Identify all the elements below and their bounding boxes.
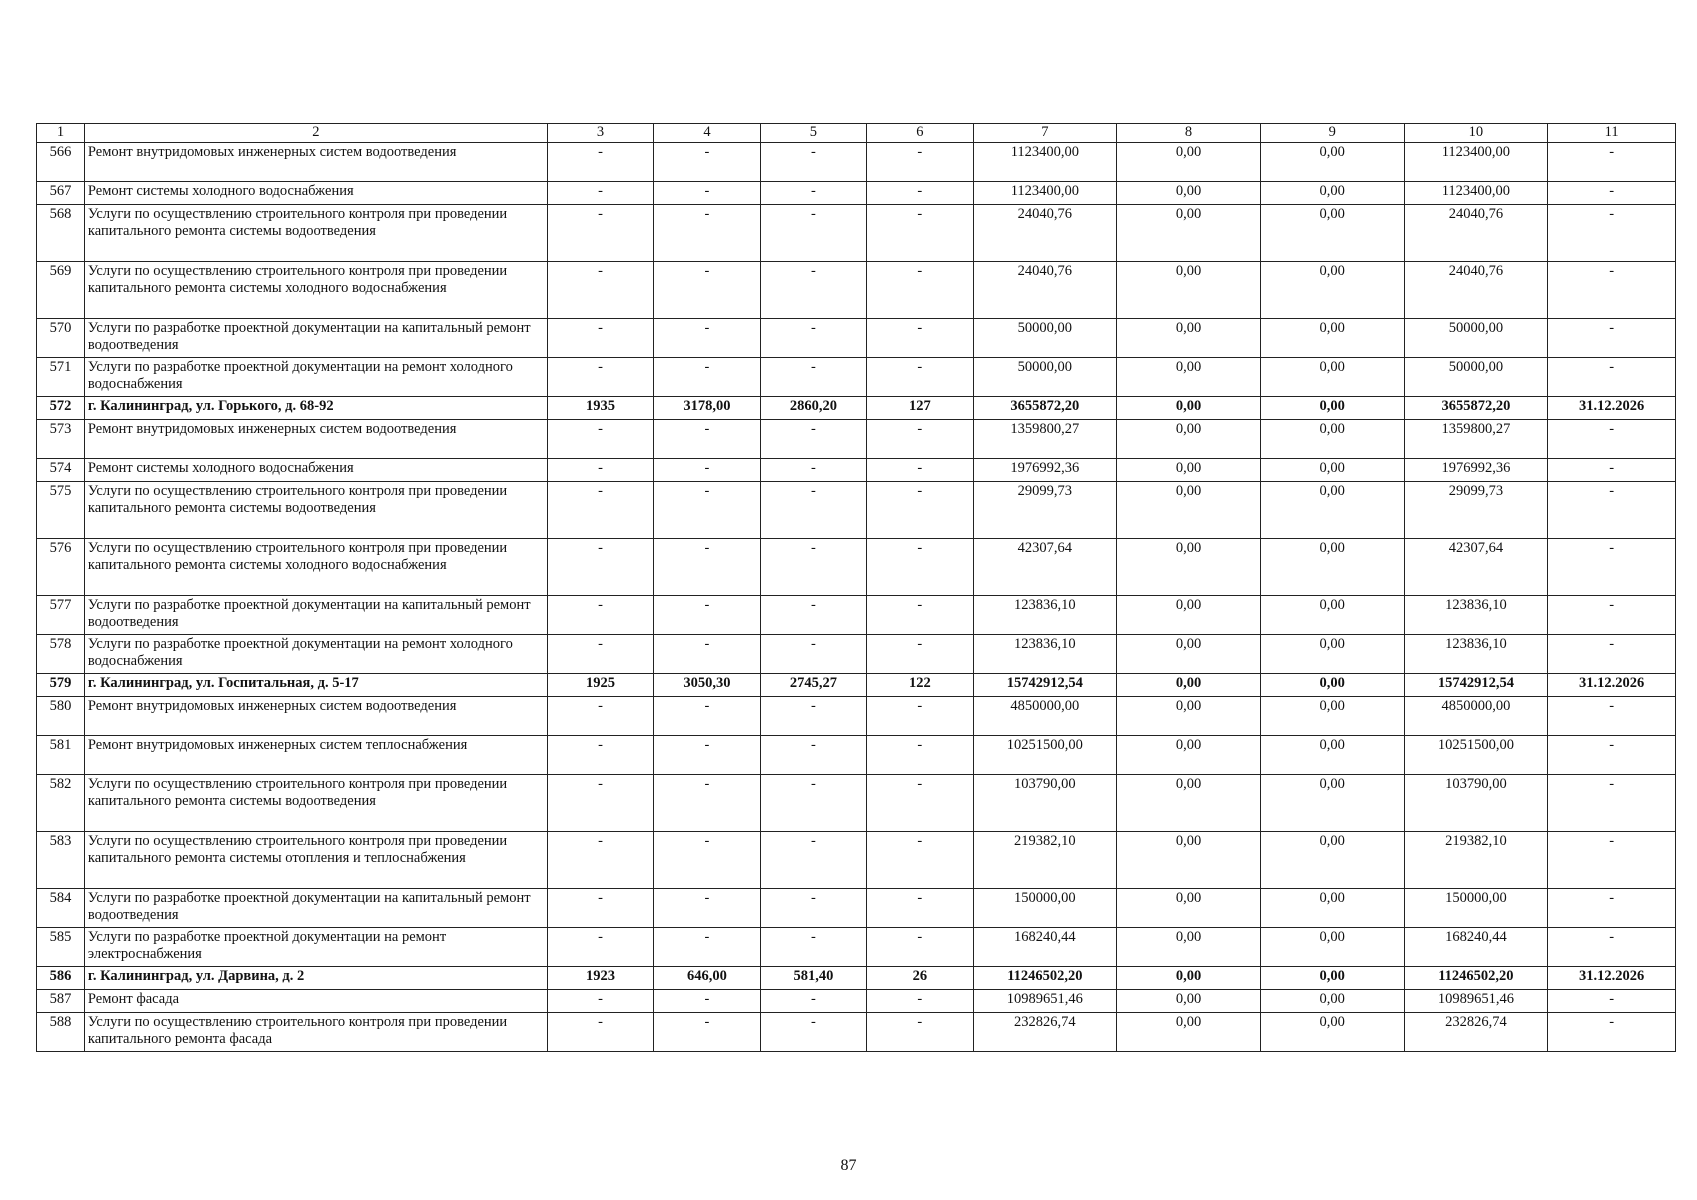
row-number-cell: 575 [37, 482, 85, 539]
total-cost-cell: 50000,00 [973, 358, 1117, 397]
year-built-cell: - [547, 358, 653, 397]
total-area-cell: - [654, 262, 760, 319]
residents-cell: - [867, 143, 973, 182]
cost-regional-cell: 0,00 [1260, 482, 1404, 539]
deadline-cell: 31.12.2026 [1548, 397, 1676, 420]
year-built-cell: - [547, 635, 653, 674]
deadline-cell: - [1548, 596, 1676, 635]
cost-owners-cell: 150000,00 [1404, 889, 1548, 928]
residential-area-cell: - [760, 990, 866, 1013]
description-cell: Ремонт системы холодного водоснабжения [84, 182, 547, 205]
cost-owners-cell: 103790,00 [1404, 775, 1548, 832]
description-cell: Услуги по осуществлению строительного контроля при проведении капитального ремонта системы водоотведения [84, 205, 547, 262]
cost-regional-cell: 0,00 [1260, 397, 1404, 420]
residents-cell: 26 [867, 967, 973, 990]
table-row [37, 539, 1676, 596]
description-cell: Ремонт фасада [84, 990, 547, 1013]
table-row [37, 420, 1676, 459]
residents-cell: - [867, 1013, 973, 1052]
cost-owners-cell: 123836,10 [1404, 596, 1548, 635]
residential-area-cell: - [760, 832, 866, 889]
table-row [37, 697, 1676, 736]
table-row [37, 182, 1676, 205]
year-built-cell: - [547, 182, 653, 205]
cost-owners-cell: 1123400,00 [1404, 182, 1548, 205]
cost-regional-cell: 0,00 [1260, 143, 1404, 182]
table-row [37, 319, 1676, 358]
total-cost-cell: 10989651,46 [973, 990, 1117, 1013]
row-number-cell: 586 [37, 967, 85, 990]
cost-regional-cell: 0,00 [1260, 539, 1404, 596]
year-built-cell: - [547, 205, 653, 262]
cost-federal-cell: 0,00 [1117, 397, 1261, 420]
description-cell: Ремонт внутридомовых инженерных систем водоотведения [84, 697, 547, 736]
description-cell: Услуги по осуществлению строительного контроля при проведении капитального ремонта системы отопления и теплоснабжения [84, 832, 547, 889]
row-number-cell: 584 [37, 889, 85, 928]
year-built-cell: - [547, 736, 653, 775]
column-header-9: 9 [1260, 124, 1404, 143]
cost-federal-cell: 0,00 [1117, 319, 1261, 358]
row-number-cell: 573 [37, 420, 85, 459]
cost-owners-cell: 24040,76 [1404, 205, 1548, 262]
cost-regional-cell: 0,00 [1260, 832, 1404, 889]
residential-area-cell: - [760, 459, 866, 482]
description-cell: Услуги по осуществлению строительного контроля при проведении капитального ремонта системы холодного водоснабжения [84, 539, 547, 596]
residents-cell: 127 [867, 397, 973, 420]
deadline-cell: - [1548, 182, 1676, 205]
total-area-cell: - [654, 459, 760, 482]
cost-federal-cell: 0,00 [1117, 889, 1261, 928]
column-header-3: 3 [547, 124, 653, 143]
year-built-cell: - [547, 459, 653, 482]
residents-cell: 122 [867, 674, 973, 697]
cost-federal-cell: 0,00 [1117, 674, 1261, 697]
total-area-cell: - [654, 482, 760, 539]
cost-owners-cell: 232826,74 [1404, 1013, 1548, 1052]
deadline-cell: - [1548, 459, 1676, 482]
total-cost-cell: 24040,76 [973, 205, 1117, 262]
cost-regional-cell: 0,00 [1260, 889, 1404, 928]
cost-owners-cell: 15742912,54 [1404, 674, 1548, 697]
table-row [37, 775, 1676, 832]
total-cost-cell: 103790,00 [973, 775, 1117, 832]
cost-federal-cell: 0,00 [1117, 775, 1261, 832]
residential-area-cell: - [760, 319, 866, 358]
cost-federal-cell: 0,00 [1117, 596, 1261, 635]
cost-federal-cell: 0,00 [1117, 635, 1261, 674]
column-header-2: 2 [84, 124, 547, 143]
deadline-cell: - [1548, 832, 1676, 889]
deadline-cell: - [1548, 143, 1676, 182]
column-header-6: 6 [867, 124, 973, 143]
description-cell: Ремонт внутридомовых инженерных систем водоотведения [84, 143, 547, 182]
year-built-cell: - [547, 539, 653, 596]
row-number-cell: 574 [37, 459, 85, 482]
column-header-4: 4 [654, 124, 760, 143]
cost-owners-cell: 3655872,20 [1404, 397, 1548, 420]
cost-federal-cell: 0,00 [1117, 182, 1261, 205]
deadline-cell: - [1548, 928, 1676, 967]
year-built-cell: - [547, 262, 653, 319]
column-header-10: 10 [1404, 124, 1548, 143]
deadline-cell: - [1548, 205, 1676, 262]
year-built-cell: 1925 [547, 674, 653, 697]
cost-owners-cell: 50000,00 [1404, 319, 1548, 358]
residents-cell: - [867, 697, 973, 736]
total-area-cell: - [654, 889, 760, 928]
residential-area-cell: - [760, 928, 866, 967]
cost-federal-cell: 0,00 [1117, 358, 1261, 397]
row-number-cell: 570 [37, 319, 85, 358]
total-cost-cell: 1976992,36 [973, 459, 1117, 482]
residential-area-cell: - [760, 1013, 866, 1052]
table-row [37, 1013, 1676, 1052]
residential-area-cell: - [760, 635, 866, 674]
residents-cell: - [867, 420, 973, 459]
residents-cell: - [867, 775, 973, 832]
cost-regional-cell: 0,00 [1260, 775, 1404, 832]
year-built-cell: - [547, 319, 653, 358]
cost-regional-cell: 0,00 [1260, 182, 1404, 205]
total-area-cell: - [654, 420, 760, 459]
residential-area-cell: 581,40 [760, 967, 866, 990]
cost-federal-cell: 0,00 [1117, 967, 1261, 990]
year-built-cell: - [547, 832, 653, 889]
description-cell: Услуги по разработке проектной документации на капитальный ремонт водоотведения [84, 319, 547, 358]
total-cost-cell: 168240,44 [973, 928, 1117, 967]
cost-regional-cell: 0,00 [1260, 420, 1404, 459]
deadline-cell: - [1548, 635, 1676, 674]
residents-cell: - [867, 482, 973, 539]
row-number-cell: 577 [37, 596, 85, 635]
column-header-8: 8 [1117, 124, 1261, 143]
residential-area-cell: - [760, 358, 866, 397]
total-area-cell: - [654, 775, 760, 832]
cost-federal-cell: 0,00 [1117, 1013, 1261, 1052]
total-cost-cell: 150000,00 [973, 889, 1117, 928]
row-number-cell: 583 [37, 832, 85, 889]
residents-cell: - [867, 358, 973, 397]
total-area-cell: 3050,30 [654, 674, 760, 697]
table-row [37, 832, 1676, 889]
deadline-cell: - [1548, 775, 1676, 832]
cost-federal-cell: 0,00 [1117, 482, 1261, 539]
total-area-cell: - [654, 635, 760, 674]
total-area-cell: - [654, 928, 760, 967]
year-built-cell: - [547, 143, 653, 182]
cost-regional-cell: 0,00 [1260, 262, 1404, 319]
cost-regional-cell: 0,00 [1260, 736, 1404, 775]
table-row [37, 205, 1676, 262]
total-cost-cell: 232826,74 [973, 1013, 1117, 1052]
residential-area-cell: - [760, 143, 866, 182]
year-built-cell: - [547, 596, 653, 635]
table-header-row [37, 124, 1676, 143]
cost-federal-cell: 0,00 [1117, 697, 1261, 736]
description-cell: г. Калининград, ул. Горького, д. 68-92 [84, 397, 547, 420]
description-cell: г. Калининград, ул. Дарвина, д. 2 [84, 967, 547, 990]
total-area-cell: - [654, 539, 760, 596]
total-cost-cell: 219382,10 [973, 832, 1117, 889]
residential-area-cell: - [760, 539, 866, 596]
cost-regional-cell: 0,00 [1260, 596, 1404, 635]
residents-cell: - [867, 596, 973, 635]
cost-regional-cell: 0,00 [1260, 319, 1404, 358]
total-area-cell: - [654, 990, 760, 1013]
description-cell: Услуги по осуществлению строительного контроля при проведении капитального ремонта системы водоотведения [84, 775, 547, 832]
column-header-5: 5 [760, 124, 866, 143]
cost-owners-cell: 50000,00 [1404, 358, 1548, 397]
deadline-cell: - [1548, 697, 1676, 736]
table-row [37, 635, 1676, 674]
table-row [37, 596, 1676, 635]
description-cell: Услуги по разработке проектной документации на ремонт холодного водоснабжения [84, 635, 547, 674]
total-area-cell: 3178,00 [654, 397, 760, 420]
cost-federal-cell: 0,00 [1117, 736, 1261, 775]
description-cell: Услуги по разработке проектной документации на ремонт электроснабжения [84, 928, 547, 967]
cost-owners-cell: 4850000,00 [1404, 697, 1548, 736]
row-number-cell: 576 [37, 539, 85, 596]
deadline-cell: - [1548, 482, 1676, 539]
table-row [37, 928, 1676, 967]
cost-owners-cell: 10989651,46 [1404, 990, 1548, 1013]
residential-area-cell: - [760, 775, 866, 832]
cost-owners-cell: 123836,10 [1404, 635, 1548, 674]
residential-area-cell: - [760, 596, 866, 635]
total-cost-cell: 29099,73 [973, 482, 1117, 539]
deadline-cell: - [1548, 736, 1676, 775]
total-cost-cell: 10251500,00 [973, 736, 1117, 775]
deadline-cell: - [1548, 990, 1676, 1013]
deadline-cell: - [1548, 420, 1676, 459]
residential-area-cell: - [760, 482, 866, 539]
year-built-cell: - [547, 889, 653, 928]
address-row [37, 397, 1676, 420]
page-number: 87 [840, 1157, 857, 1174]
total-area-cell: - [654, 1013, 760, 1052]
residents-cell: - [867, 928, 973, 967]
total-cost-cell: 1359800,27 [973, 420, 1117, 459]
row-number-cell: 588 [37, 1013, 85, 1052]
cost-federal-cell: 0,00 [1117, 420, 1261, 459]
total-cost-cell: 3655872,20 [973, 397, 1117, 420]
year-built-cell: - [547, 482, 653, 539]
deadline-cell: - [1548, 358, 1676, 397]
residents-cell: - [867, 262, 973, 319]
description-cell: Услуги по разработке проектной документации на капитальный ремонт водоотведения [84, 596, 547, 635]
total-cost-cell: 1123400,00 [973, 182, 1117, 205]
cost-federal-cell: 0,00 [1117, 205, 1261, 262]
cost-federal-cell: 0,00 [1117, 539, 1261, 596]
residential-area-cell: - [760, 420, 866, 459]
row-number-cell: 580 [37, 697, 85, 736]
cost-regional-cell: 0,00 [1260, 967, 1404, 990]
description-cell: Ремонт внутридомовых инженерных систем водоотведения [84, 420, 547, 459]
residents-cell: - [867, 832, 973, 889]
year-built-cell: 1923 [547, 967, 653, 990]
row-number-cell: 567 [37, 182, 85, 205]
row-number-cell: 587 [37, 990, 85, 1013]
year-built-cell: - [547, 420, 653, 459]
residential-area-cell: - [760, 889, 866, 928]
row-number-cell: 571 [37, 358, 85, 397]
deadline-cell: - [1548, 889, 1676, 928]
cost-federal-cell: 0,00 [1117, 832, 1261, 889]
cost-federal-cell: 0,00 [1117, 262, 1261, 319]
row-number-cell: 579 [37, 674, 85, 697]
cost-owners-cell: 42307,64 [1404, 539, 1548, 596]
cost-regional-cell: 0,00 [1260, 459, 1404, 482]
year-built-cell: - [547, 1013, 653, 1052]
table-row [37, 736, 1676, 775]
column-header-1: 1 [37, 124, 85, 143]
cost-owners-cell: 168240,44 [1404, 928, 1548, 967]
total-area-cell: 646,00 [654, 967, 760, 990]
description-cell: Услуги по осуществлению строительного контроля при проведении капитального ремонта системы холодного водоснабжения [84, 262, 547, 319]
residents-cell: - [867, 182, 973, 205]
year-built-cell: 1935 [547, 397, 653, 420]
total-area-cell: - [654, 182, 760, 205]
deadline-cell: - [1548, 262, 1676, 319]
description-cell: Ремонт системы холодного водоснабжения [84, 459, 547, 482]
row-number-cell: 582 [37, 775, 85, 832]
residential-area-cell: - [760, 205, 866, 262]
total-area-cell: - [654, 205, 760, 262]
total-cost-cell: 123836,10 [973, 635, 1117, 674]
table-row [37, 889, 1676, 928]
column-header-11: 11 [1548, 124, 1676, 143]
row-number-cell: 572 [37, 397, 85, 420]
total-cost-cell: 11246502,20 [973, 967, 1117, 990]
cost-federal-cell: 0,00 [1117, 990, 1261, 1013]
year-built-cell: - [547, 928, 653, 967]
table-row [37, 358, 1676, 397]
residents-cell: - [867, 889, 973, 928]
deadline-cell: - [1548, 319, 1676, 358]
residents-cell: - [867, 990, 973, 1013]
table-row [37, 143, 1676, 182]
cost-regional-cell: 0,00 [1260, 205, 1404, 262]
total-area-cell: - [654, 697, 760, 736]
row-number-cell: 568 [37, 205, 85, 262]
column-header-7: 7 [973, 124, 1117, 143]
total-cost-cell: 123836,10 [973, 596, 1117, 635]
total-cost-cell: 24040,76 [973, 262, 1117, 319]
cost-owners-cell: 11246502,20 [1404, 967, 1548, 990]
cost-owners-cell: 1976992,36 [1404, 459, 1548, 482]
cost-regional-cell: 0,00 [1260, 1013, 1404, 1052]
total-area-cell: - [654, 596, 760, 635]
table-row [37, 262, 1676, 319]
total-cost-cell: 50000,00 [973, 319, 1117, 358]
address-row [37, 674, 1676, 697]
description-cell: Услуги по разработке проектной документации на капитальный ремонт водоотведения [84, 889, 547, 928]
residential-area-cell: - [760, 182, 866, 205]
cost-regional-cell: 0,00 [1260, 697, 1404, 736]
deadline-cell: 31.12.2026 [1548, 967, 1676, 990]
residential-area-cell: - [760, 736, 866, 775]
table-row [37, 990, 1676, 1013]
cost-owners-cell: 1123400,00 [1404, 143, 1548, 182]
year-built-cell: - [547, 775, 653, 832]
capital-repair-table [36, 123, 1676, 1052]
total-area-cell: - [654, 358, 760, 397]
cost-federal-cell: 0,00 [1117, 928, 1261, 967]
description-cell: Ремонт внутридомовых инженерных систем теплоснабжения [84, 736, 547, 775]
description-cell: Услуги по осуществлению строительного контроля при проведении капитального ремонта системы водоотведения [84, 482, 547, 539]
total-area-cell: - [654, 736, 760, 775]
cost-federal-cell: 0,00 [1117, 143, 1261, 182]
table-row [37, 459, 1676, 482]
year-built-cell: - [547, 990, 653, 1013]
total-cost-cell: 42307,64 [973, 539, 1117, 596]
description-cell: г. Калининград, ул. Госпитальная, д. 5-17 [84, 674, 547, 697]
year-built-cell: - [547, 697, 653, 736]
cost-owners-cell: 24040,76 [1404, 262, 1548, 319]
cost-regional-cell: 0,00 [1260, 674, 1404, 697]
row-number-cell: 569 [37, 262, 85, 319]
row-number-cell: 585 [37, 928, 85, 967]
description-cell: Услуги по разработке проектной документации на ремонт холодного водоснабжения [84, 358, 547, 397]
cost-regional-cell: 0,00 [1260, 928, 1404, 967]
cost-regional-cell: 0,00 [1260, 990, 1404, 1013]
residential-area-cell: - [760, 262, 866, 319]
total-area-cell: - [654, 319, 760, 358]
residents-cell: - [867, 205, 973, 262]
description-cell: Услуги по осуществлению строительного контроля при проведении капитального ремонта фасада [84, 1013, 547, 1052]
cost-owners-cell: 1359800,27 [1404, 420, 1548, 459]
total-cost-cell: 4850000,00 [973, 697, 1117, 736]
cost-regional-cell: 0,00 [1260, 635, 1404, 674]
residential-area-cell: - [760, 697, 866, 736]
residents-cell: - [867, 459, 973, 482]
residential-area-cell: 2860,20 [760, 397, 866, 420]
cost-federal-cell: 0,00 [1117, 459, 1261, 482]
residents-cell: - [867, 635, 973, 674]
cost-owners-cell: 10251500,00 [1404, 736, 1548, 775]
deadline-cell: 31.12.2026 [1548, 674, 1676, 697]
residents-cell: - [867, 736, 973, 775]
row-number-cell: 566 [37, 143, 85, 182]
residents-cell: - [867, 539, 973, 596]
row-number-cell: 581 [37, 736, 85, 775]
cost-regional-cell: 0,00 [1260, 358, 1404, 397]
deadline-cell: - [1548, 1013, 1676, 1052]
total-area-cell: - [654, 832, 760, 889]
total-area-cell: - [654, 143, 760, 182]
total-cost-cell: 1123400,00 [973, 143, 1117, 182]
row-number-cell: 578 [37, 635, 85, 674]
cost-owners-cell: 219382,10 [1404, 832, 1548, 889]
residential-area-cell: 2745,27 [760, 674, 866, 697]
table-row [37, 482, 1676, 539]
residents-cell: - [867, 319, 973, 358]
cost-owners-cell: 29099,73 [1404, 482, 1548, 539]
address-row [37, 967, 1676, 990]
total-cost-cell: 15742912,54 [973, 674, 1117, 697]
deadline-cell: - [1548, 539, 1676, 596]
